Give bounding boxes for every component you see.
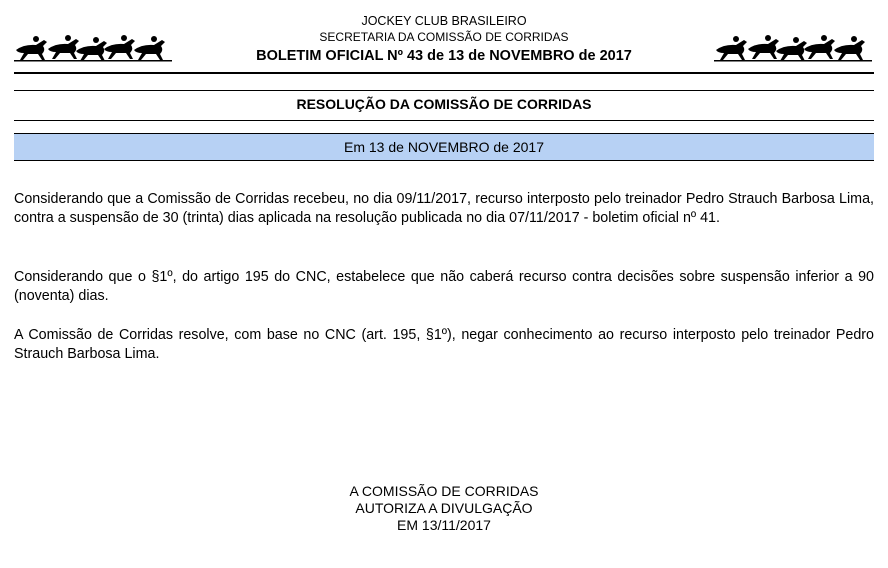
department-name: SECRETARIA DA COMISSÃO DE CORRIDAS [319, 30, 569, 44]
signature-line-3: EM 13/11/2017 [397, 517, 491, 533]
paragraph-3: A Comissão de Corridas resolve, com base no CNC (art. 195, §1º), negar conhecimento ao recurso interposto pelo treinador Pedro Strauch Barbosa Lima. [14, 327, 874, 362]
paragraph-2: Considerando que o §1º, do artigo 195 do CNC, estabelece que não caberá recurso contra decisões sobre suspensão inferior a 90 (noventa) dias. [14, 269, 874, 304]
document-header [0, 0, 888, 80]
header-divider [14, 72, 874, 74]
racing-horses-icon [714, 28, 872, 62]
section-title: RESOLUÇÃO DA COMISSÃO DE CORRIDAS [296, 96, 592, 112]
org-name: JOCKEY CLUB BRASILEIRO [361, 14, 527, 28]
bulletin-title: BOLETIM OFICIAL Nº 43 de 13 de NOVEMBRO de 2017 [256, 48, 632, 64]
signature-line-2: AUTORIZA A DIVULGAÇÃO [355, 500, 533, 516]
signature-line-1: A COMISSÃO DE CORRIDAS [349, 483, 539, 499]
date-band: Em 13 de NOVEMBRO de 2017 [14, 133, 874, 161]
paragraph-1: Considerando que a Comissão de Corridas recebeu, no dia 09/11/2017, recurso interposto pelo treinador Pedro Strauch Barbosa Lima, contra a suspensão de 30 (trinta) dias aplicada na resolução publicada no dia 07/11/2017 - boletim oficial nº 41. [14, 191, 874, 226]
section-divider-bottom [14, 120, 874, 121]
section-divider-top [14, 90, 874, 91]
